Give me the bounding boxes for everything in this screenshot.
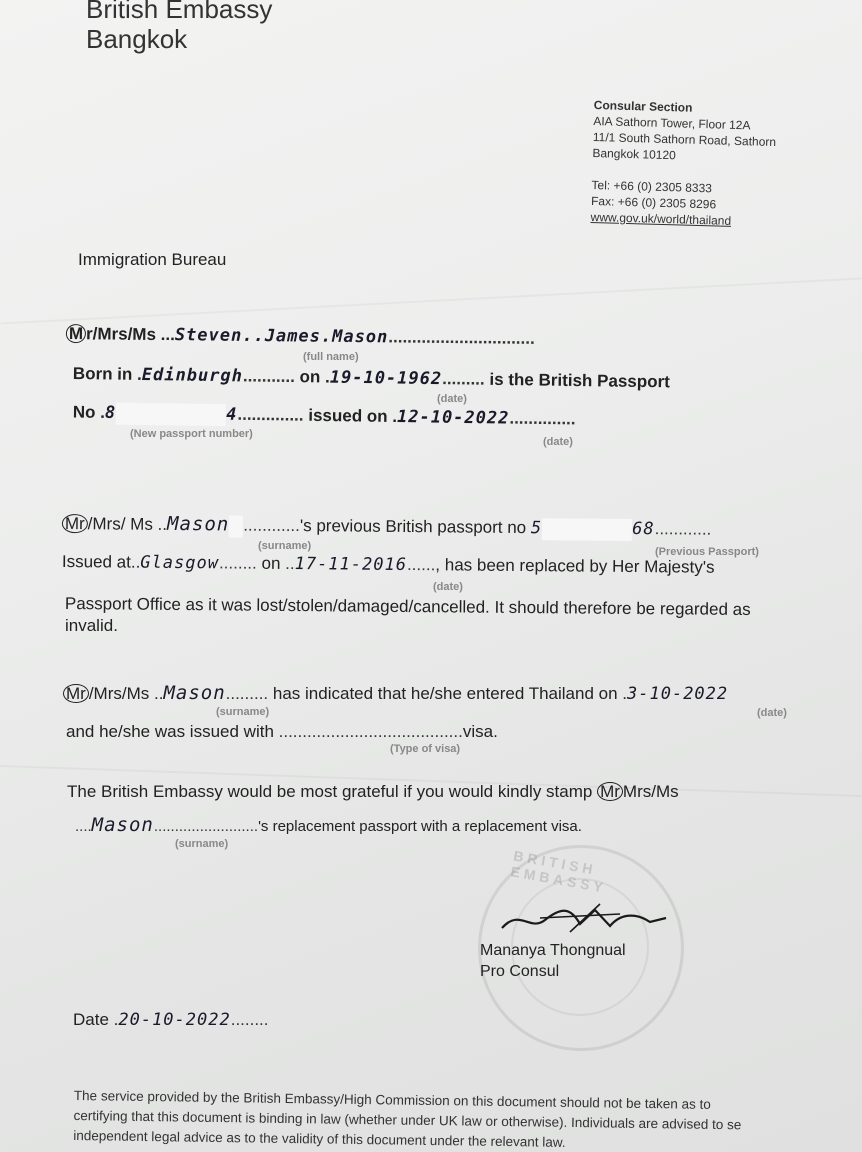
redacted-passport-number: [116, 403, 226, 427]
redaction: [229, 515, 243, 537]
previous-passport-caption: (Previous Passport): [655, 546, 759, 558]
section1-name-line: M r/Mrs/Ms ...Steven..James.Mason...............................: [66, 324, 535, 349]
dob-handwritten: 19-10-1962: [329, 367, 443, 390]
entry-date-handwritten: 3-10-2022: [627, 684, 729, 704]
title-circled: Mr: [63, 684, 89, 703]
embassy-city: Bangkok: [86, 24, 188, 54]
fax: Fax: +66 (0) 2305 8296: [590, 193, 717, 212]
title-circled: Mr: [62, 514, 88, 533]
section2-surname-line: Mr /Mrs/ Ms ..Mason ............'s previous British passport no 5 68............: [62, 512, 712, 541]
signature-scribble: [500, 898, 670, 938]
address-line: 11/1 South Sathorn Road, Sathorn: [592, 129, 777, 150]
address-line: AIA Sathorn Tower, Floor 12A: [593, 113, 751, 133]
surname-caption: (surname): [258, 540, 312, 552]
website-link[interactable]: www.gov.uk/world/thailand: [590, 209, 732, 228]
issue-date-caption: (date): [543, 436, 573, 448]
stamp-text: BRITISH EMBASSY: [509, 847, 609, 896]
section3-entry-line: Mr /Mrs/Ms ..Mason......... has indicated that he/she entered Thailand on .3-10-2022: [63, 682, 728, 704]
date-handwritten: 20-10-2022: [118, 1010, 231, 1030]
section1-passport-line: No .8 4.............. issued on .12-10-2022..............: [72, 402, 576, 429]
surname-caption: (surname): [216, 706, 270, 718]
birthplace-handwritten: Edinburgh: [141, 364, 244, 387]
title-circled: M: [66, 324, 86, 343]
date-caption: (date): [433, 581, 463, 593]
passport-caption: (New passport number): [130, 428, 253, 440]
recipient: Immigration Bureau: [78, 250, 227, 269]
signatory-name: Mananya Thongnual: [480, 942, 626, 959]
section4-request-line: The British Embassy would be most grateful if you would kindly stamp Mr Mrs/Ms: [67, 782, 679, 801]
surname-handwritten: Mason: [166, 512, 230, 536]
date-line: Date .20-10-2022........: [73, 1010, 269, 1030]
full-name-caption: (full name): [303, 351, 359, 363]
redacted-previous-passport: [542, 518, 632, 541]
paper-crease: [1, 277, 862, 324]
section4-surname-line: ....Mason.........................'s replacement passport with a replacement visa.: [75, 814, 582, 836]
title-circled: Mr: [597, 782, 623, 801]
entry-date-caption: (date): [757, 707, 787, 719]
embassy-name: British Embassy: [86, 0, 273, 24]
consular-title: Consular Section: [593, 97, 693, 115]
issued-at-handwritten: Glasgow: [140, 552, 220, 574]
issue-date-handwritten: 12-10-2022: [396, 407, 510, 429]
section1-birth-line: Born in .Edinburgh........... on .19-10-1962......... is the British Passport: [72, 364, 670, 392]
telephone: Tel: +66 (0) 2305 8333: [591, 177, 713, 196]
dob-caption: (date): [437, 393, 467, 405]
surname-handwritten: Mason: [91, 814, 154, 836]
surname-caption: (surname): [175, 838, 229, 850]
address-line: Bangkok 10120: [592, 145, 677, 163]
section2-issued-line: Issued at..Glasgow........ on ..17-11-2016......, has been replaced by Her Majesty's: [61, 552, 715, 577]
signatory-title: Pro Consul: [480, 963, 560, 980]
consular-address-block: [590, 97, 777, 230]
section3-visa-line: and he/she was issued with .......................................visa.: [66, 722, 498, 741]
title-options: r/Mrs/Ms ...: [85, 324, 175, 345]
disclaimer: The service provided by the British Embassy/High Commission on this document should not be taken as to certifying that this document is binding in law (whether under UK law or otherwise). Individuals are advised to se independent legal advice as to the validity of this document under the relevant law.: [73, 1087, 742, 1150]
visa-caption: (Type of visa): [390, 743, 461, 755]
section2-text-line: invalid.: [65, 616, 118, 635]
surname-handwritten: Mason: [163, 682, 226, 704]
section2-text-line: Passport Office as it was lost/stolen/damaged/cancelled. It should therefore be regarded as: [64, 594, 751, 619]
issued-date-handwritten: 17-11-2016: [294, 554, 408, 576]
full-name-handwritten: Steven..James.Mason: [174, 325, 389, 348]
